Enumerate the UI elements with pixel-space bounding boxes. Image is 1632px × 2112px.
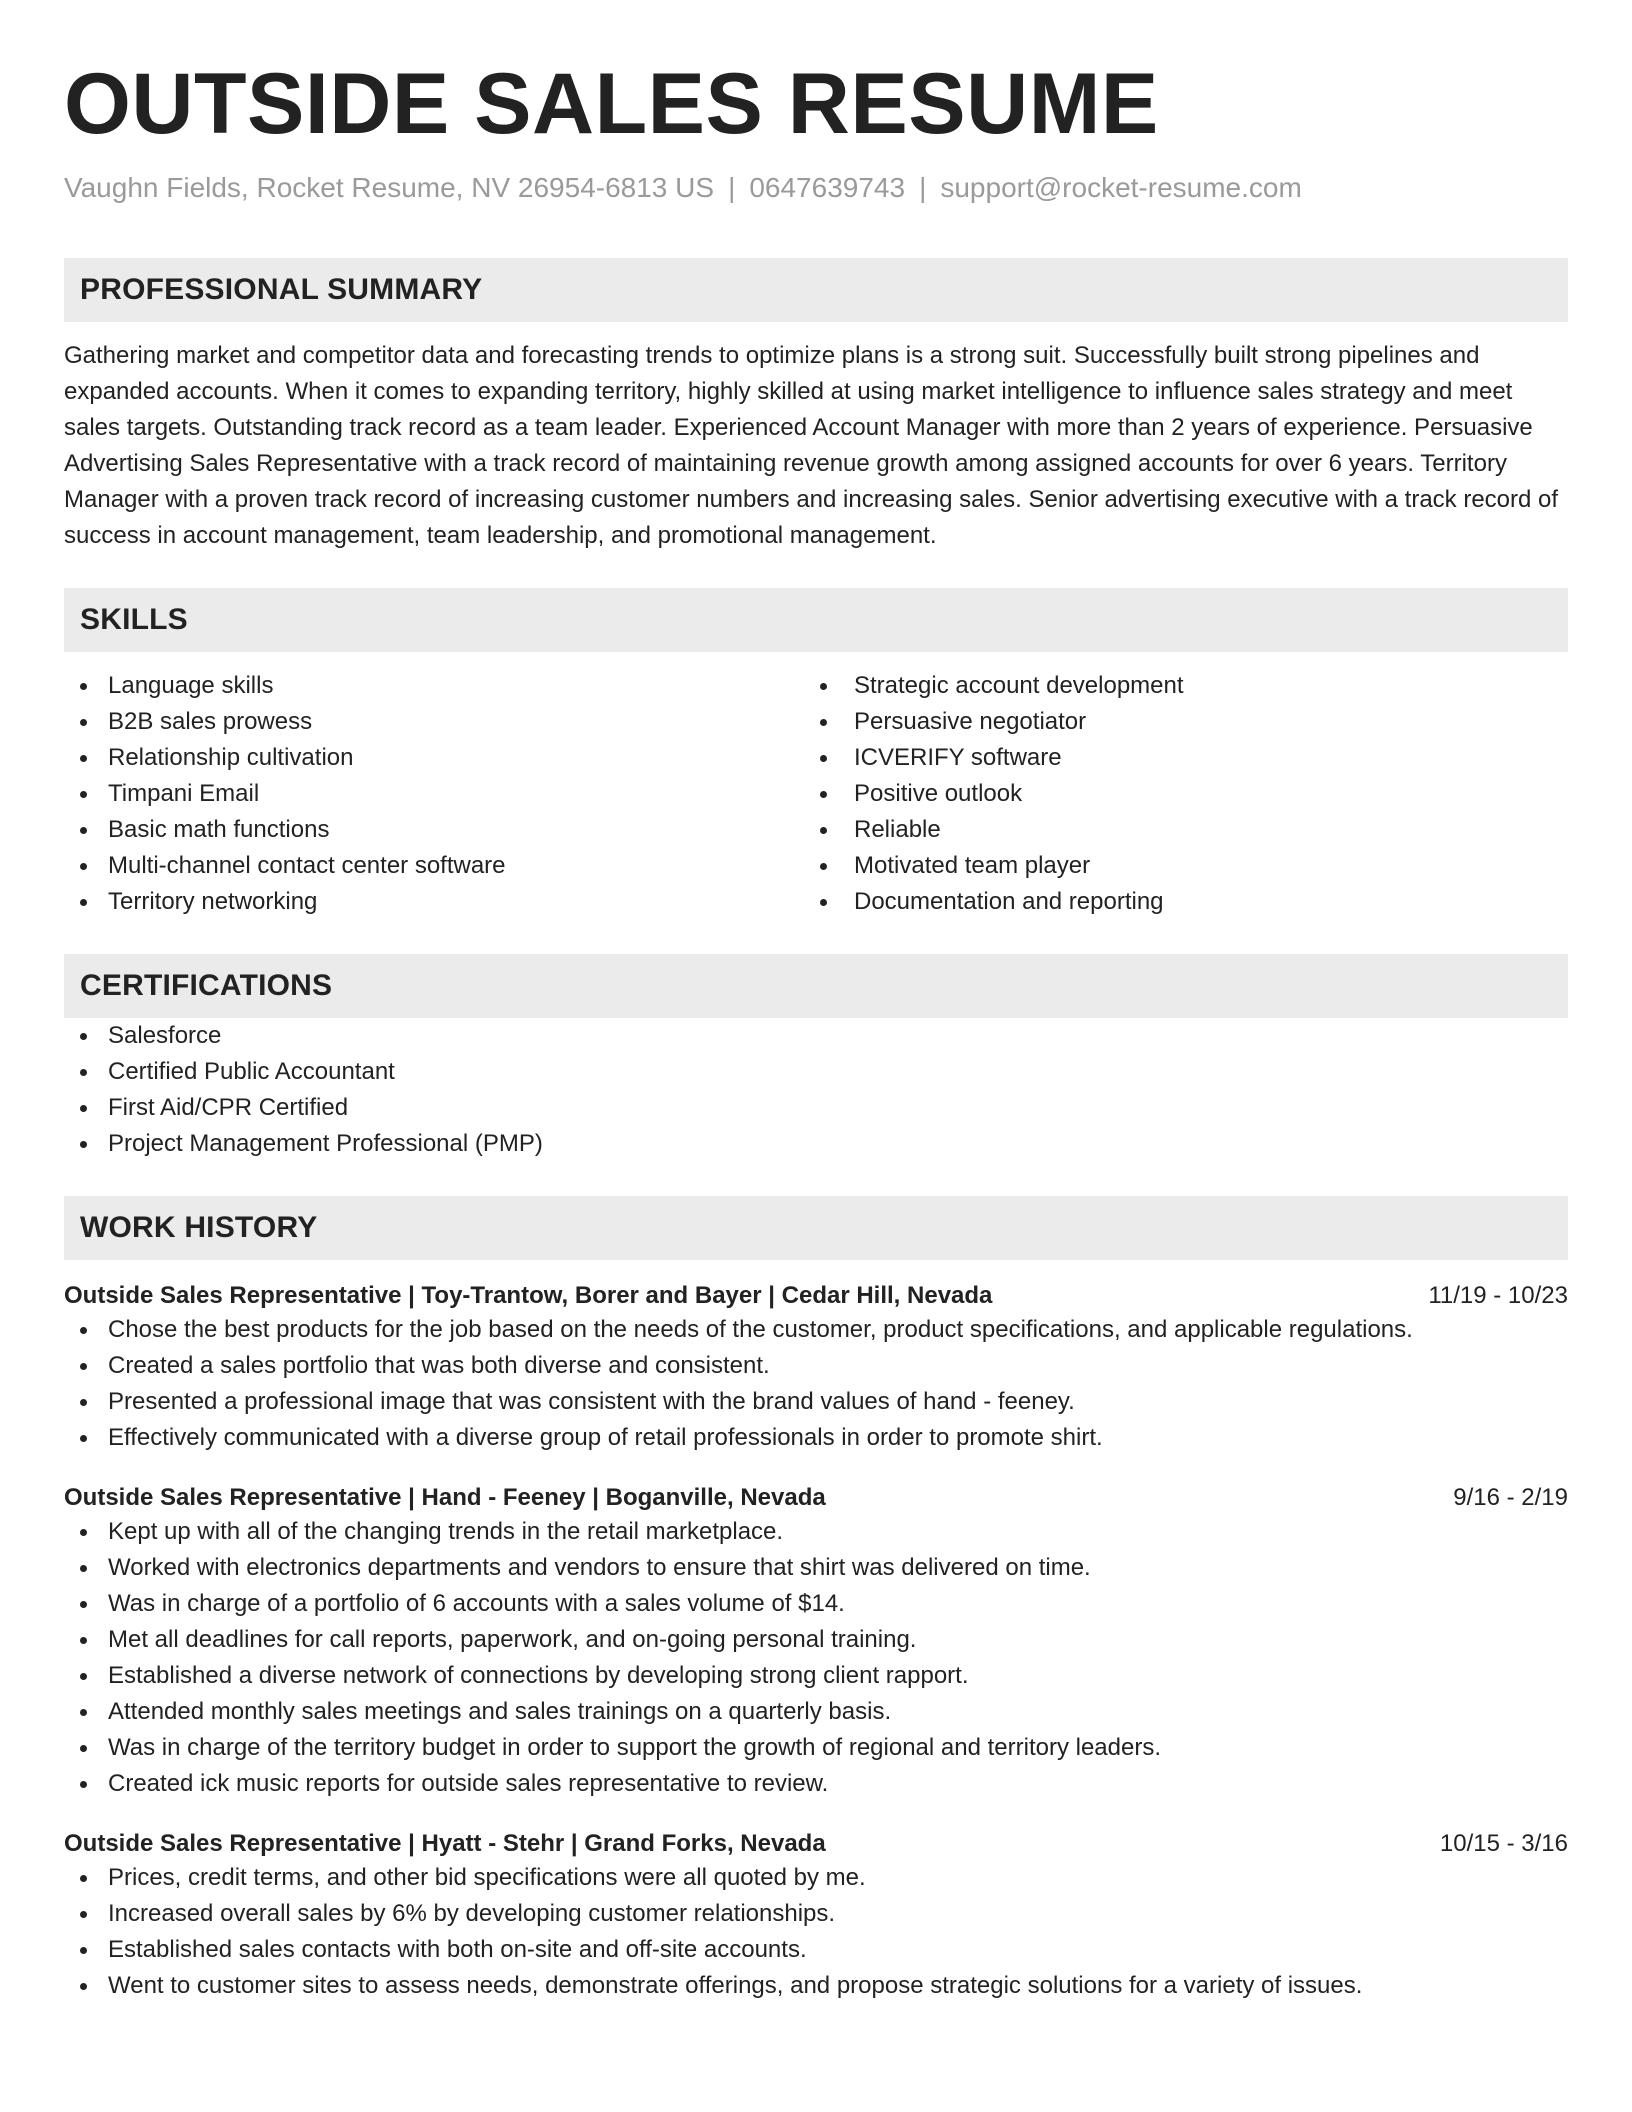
- skill-item: Territory networking: [64, 884, 816, 920]
- certifications-list: [64, 1018, 1568, 1162]
- certification-item: Project Management Professional (PMP): [64, 1126, 1568, 1162]
- skill-item: Reliable: [816, 812, 1568, 848]
- skills-grid: [64, 668, 1568, 920]
- skill-item: Multi-channel contact center software: [64, 848, 816, 884]
- job-duty-item: Established sales contacts with both on-site and off-site accounts.: [64, 1932, 1568, 1968]
- section-header: [64, 1196, 1568, 1260]
- skill-item: Timpani Email: [64, 776, 816, 812]
- job-title: Outside Sales Representative | Hyatt - Stehr | Grand Forks, Nevada: [64, 1830, 826, 1857]
- job-duty-item: Was in charge of a portfolio of 6 accounts with a sales volume of $14.: [64, 1586, 1568, 1622]
- contact-line: [64, 170, 1568, 206]
- skill-item: Relationship cultivation: [64, 740, 816, 776]
- contact-phone: 0647639743: [749, 172, 906, 203]
- job-title: Outside Sales Representative | Hand - Feeney | Boganville, Nevada: [64, 1484, 826, 1511]
- job-dates: 10/15 - 3/16: [1439, 1830, 1568, 1857]
- job-duty-item: Established a diverse network of connections by developing strong client rapport.: [64, 1658, 1568, 1694]
- professional-summary-section: [64, 258, 1568, 554]
- skills-column-right: [816, 668, 1568, 920]
- job-duty-item: Prices, credit terms, and other bid specifications were all quoted by me.: [64, 1860, 1568, 1896]
- job-duty-item: Met all deadlines for call reports, paperwork, and on-going personal training.: [64, 1622, 1568, 1658]
- job-title: Outside Sales Representative | Toy-Trantow, Borer and Bayer | Cedar Hill, Nevada: [64, 1282, 993, 1309]
- certification-item: Certified Public Accountant: [64, 1054, 1568, 1090]
- job-header: [64, 1482, 1568, 1514]
- job-duty-item: Created a sales portfolio that was both diverse and consistent.: [64, 1348, 1568, 1384]
- job-duty-item: Was in charge of the territory budget in order to support the growth of regional and territory leaders.: [64, 1730, 1568, 1766]
- certification-item: First Aid/CPR Certified: [64, 1090, 1568, 1126]
- job-duties-list: [64, 1860, 1568, 2004]
- skill-item: ICVERIFY software: [816, 740, 1568, 776]
- job-duties-list: [64, 1312, 1568, 1456]
- job-duty-item: Worked with electronics departments and vendors to ensure that shirt was delivered on time.: [64, 1550, 1568, 1586]
- skill-item: Language skills: [64, 668, 816, 704]
- job-duty-item: Increased overall sales by 6% by developing customer relationships.: [64, 1896, 1568, 1932]
- job-duty-item: Kept up with all of the changing trends in the retail marketplace.: [64, 1514, 1568, 1550]
- summary-text: Gathering market and competitor data and forecasting trends to optimize plans is a strong suit. Successfully built strong pipelines and expanded accounts. When it comes to expanding territory, highly skilled at using market intelligence to influence sales strategy and meet sales targets. Outstanding track record as a team leader. Experienced Account Manager with more than 2 years of experience. Persuasive Advertising Sales Representative with a track record of maintaining revenue growth among assigned accounts for over 6 years. Territory Manager with a proven track record of increasing customer numbers and increasing sales. Senior advertising executive with a track record of success in account management, team leadership, and promotional management.: [64, 342, 1559, 549]
- skill-item: Positive outlook: [816, 776, 1568, 812]
- resume-title: OUTSIDE SALES RESUME: [64, 56, 1159, 152]
- skill-item: Persuasive negotiator: [816, 704, 1568, 740]
- skills-section: [64, 588, 1568, 920]
- job-duty-item: Created ick music reports for outside sales representative to review.: [64, 1766, 1568, 1802]
- job-duty-item: Went to customer sites to assess needs, demonstrate offerings, and propose strategic solutions for a variety of issues.: [64, 1968, 1568, 2004]
- job-duty-item: Presented a professional image that was consistent with the brand values of hand - feeney.: [64, 1384, 1568, 1420]
- section-header: [64, 954, 1568, 1018]
- job-dates: 9/16 - 2/19: [1453, 1484, 1568, 1511]
- work-history-section: [64, 1196, 1568, 2004]
- certification-item: Salesforce: [64, 1018, 1568, 1054]
- contact-separator: |: [728, 172, 736, 203]
- job-header: [64, 1280, 1568, 1312]
- job-header: [64, 1828, 1568, 1860]
- contact-address: Vaughn Fields, Rocket Resume, NV 26954-6813 US: [64, 172, 715, 203]
- skills-column-left: [64, 668, 816, 920]
- skill-item: Strategic account development: [816, 668, 1568, 704]
- job-entry: [64, 1280, 1568, 1456]
- job-entry: [64, 1482, 1568, 1802]
- skill-item: B2B sales prowess: [64, 704, 816, 740]
- job-duty-item: Attended monthly sales meetings and sales trainings on a quarterly basis.: [64, 1694, 1568, 1730]
- section-heading-skills: SKILLS: [80, 603, 188, 636]
- job-dates: 11/19 - 10/23: [1428, 1282, 1568, 1309]
- job-entry: [64, 1828, 1568, 2004]
- skill-item: Basic math functions: [64, 812, 816, 848]
- skills-list-right: [816, 668, 1568, 920]
- skill-item: Documentation and reporting: [816, 884, 1568, 920]
- section-heading-work-history: WORK HISTORY: [80, 1211, 318, 1244]
- contact-email[interactable]: support@rocket-resume.com: [940, 172, 1302, 203]
- section-heading-summary: PROFESSIONAL SUMMARY: [80, 273, 483, 306]
- section-heading-certifications: CERTIFICATIONS: [80, 969, 333, 1002]
- skills-list-left: [64, 668, 816, 920]
- section-header: [64, 588, 1568, 652]
- job-duties-list: [64, 1514, 1568, 1802]
- skill-item: Motivated team player: [816, 848, 1568, 884]
- job-duty-item: Chose the best products for the job based on the needs of the customer, product specifications, and applicable regulations.: [64, 1312, 1568, 1348]
- contact-separator: |: [919, 172, 927, 203]
- section-header: [64, 258, 1568, 322]
- job-duty-item: Effectively communicated with a diverse group of retail professionals in order to promote shirt.: [64, 1420, 1568, 1456]
- certifications-section: [64, 954, 1568, 1162]
